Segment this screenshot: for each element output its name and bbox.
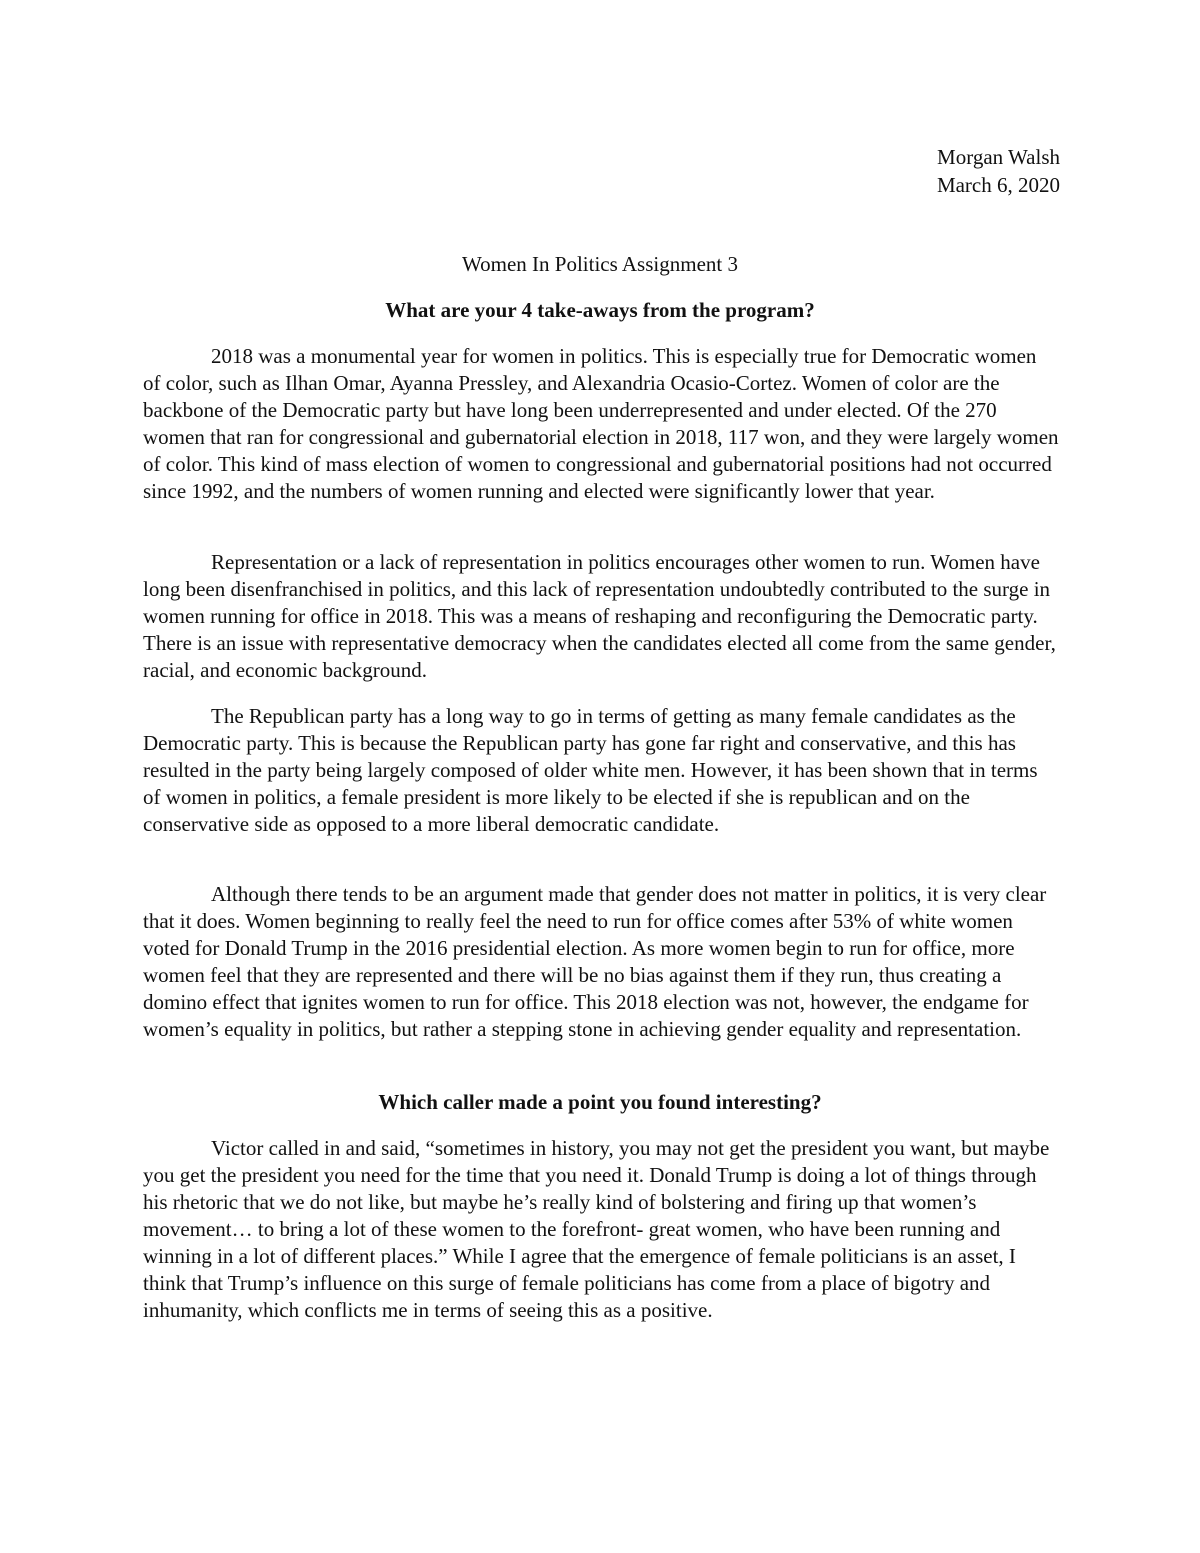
author-header (937, 143, 1060, 199)
document-title: Women In Politics Assignment 3 (462, 252, 738, 276)
paragraph-caller: Victor called in and said, “sometimes in history, you may not get the president you want, but maybe you get the president you need for the time that you need it. Donald Trump is doing a lot of things through his rhetoric that we do not like, but maybe he’s really kind of bolstering and firing up that women’s movement… to bring a lot of these women to the forefront- great women, who have been running and winning in a lot of different places.” While I agree that the emergence of female politicians is an asset, I think that Trump’s influence on this surge of female politicians has come from a place of bigotry and inhumanity, which conflicts me in terms of seeing this as a positive. (143, 1136, 1050, 1322)
paragraph-takeaway-4: Although there tends to be an argument made that gender does not matter in politics, it is very clear that it does. Women beginning to really feel the need to run for office comes after 53% of white women voted for Donald Trump in the 2016 presidential election. As more women begin to run for office, more women feel that they are represented and there will be no bias against them if they run, thus creating a domino effect that ignites women to run for office. This 2018 election was not, however, the endgame for women’s equality in politics, but rather a stepping stone in achieving gender equality and representation. (143, 882, 1047, 1041)
section-heading-caller: Which caller made a point you found interesting? (378, 1090, 822, 1114)
author-name: Morgan Walsh (937, 145, 1060, 169)
paragraph-takeaway-1: 2018 was a monumental year for women in politics. This is especially true for Democratic women of color, such as Ilhan Omar, Ayanna Pressley, and Alexandria Ocasio-Cortez. Women of color are the backbone of the Democratic party but have long been underrepresented and under elected. Of the 270 women that ran for congressional and gubernatorial election in 2018, 117 won, and they were largely women of color. This kind of mass election of women to congressional and gubernatorial positions had not occurred since 1992, and the numbers of women running and elected were significantly lower that year. (143, 344, 1059, 503)
document-date: March 6, 2020 (936, 173, 1060, 197)
paragraph-takeaway-2: Representation or a lack of representation in politics encourages other women to run. Women have long been disenfranchised in politics, and this lack of representation undoubtedly contributed to the surge in women running for office in 2018. This was a means of reshaping and reconfiguring the Democratic party. There is an issue with representative democracy when the candidates elected all come from the same gender, racial, and economic background. (143, 550, 1056, 682)
paragraph-takeaway-3: The Republican party has a long way to go in terms of getting as many female candidates as the Democratic party. This is because the Republican party has gone far right and conservative, and this has resulted in the party being largely composed of older white men. However, it has been shown that in terms of women in politics, a female president is more likely to be elected if she is republican and on the conservative side as opposed to a more liberal democratic candidate. (143, 704, 1038, 836)
section-heading-takeaways: What are your 4 take-aways from the program? (385, 298, 815, 322)
